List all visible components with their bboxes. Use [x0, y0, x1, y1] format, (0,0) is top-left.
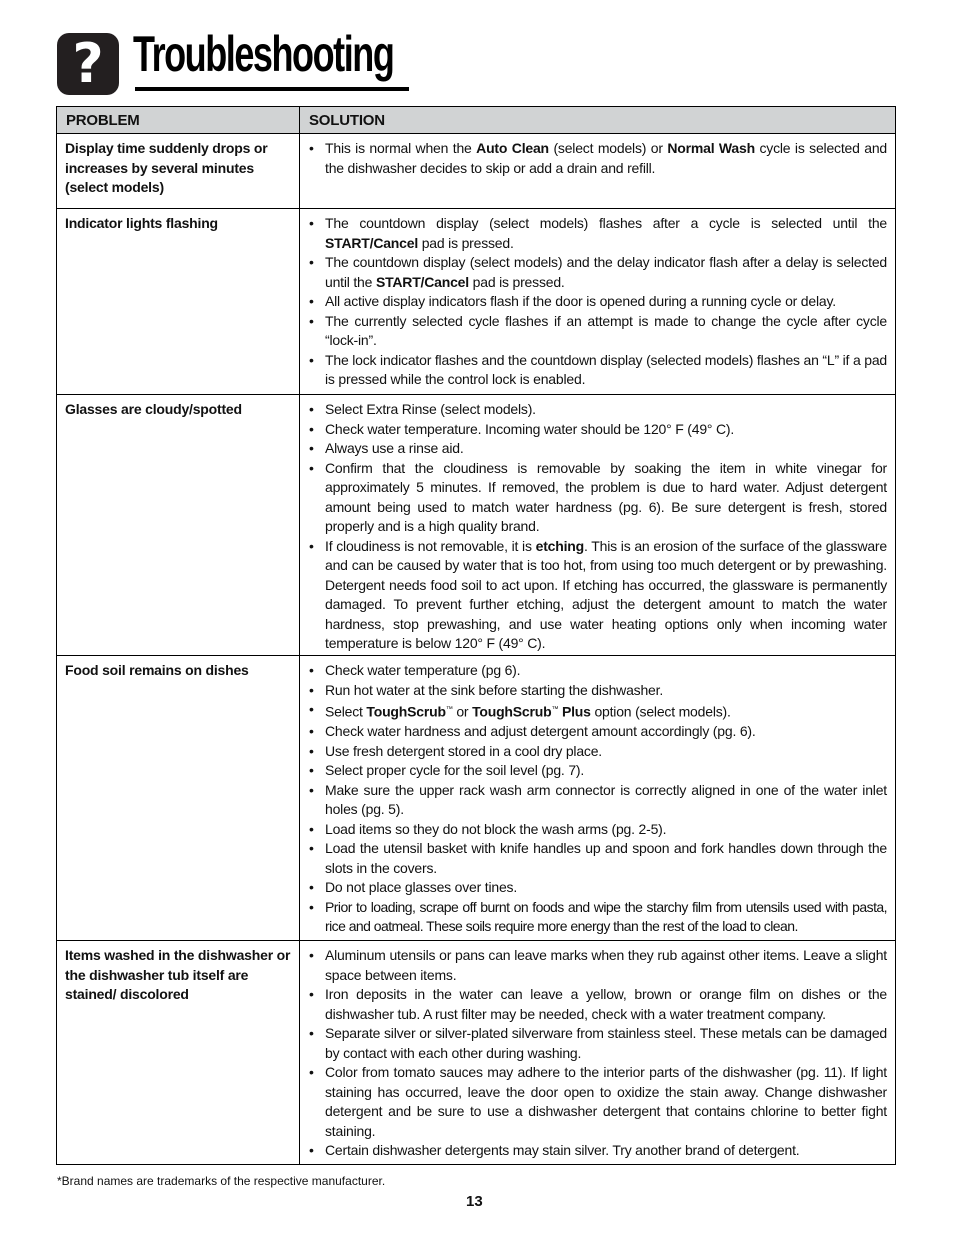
text-segment: ™: [551, 706, 559, 713]
bold-term: ToughScrub: [366, 703, 446, 720]
solution-item: [308, 292, 887, 312]
text-segment: pad is pressed.: [418, 234, 514, 251]
text-segment: The lock indicator flashes and the countdown display (selected models) flashes an “L” if a pad is pressed while the control lock is enabled.: [325, 351, 887, 387]
text-segment: Make sure the upper rack wash arm connector is correctly aligned in one of the water inlet holes (pg. 5).: [325, 781, 887, 818]
solution-item: [308, 661, 887, 681]
page-title: Troubleshooting: [133, 26, 394, 82]
problem-cell: Display time suddenly drops or increases by several minutes (select models): [57, 134, 300, 209]
text-segment: Run hot water at the sink before starting the dishwasher.: [325, 681, 664, 698]
solution-item: [308, 400, 887, 420]
text-segment: The countdown display (select models) flashes after a cycle is selected until the: [325, 215, 887, 231]
solution-cell: [300, 656, 896, 941]
text-segment: Check water temperature. Incoming water should be 120° F (49° C).: [325, 420, 735, 437]
text-segment: Separate silver or silver-plated silverware from stainless steel. These metals can be damaged by contact with each other during washing.: [325, 1025, 887, 1061]
solution-item: [308, 878, 887, 898]
text-segment: cycle is selected and the dishwasher decides to skip or add a drain and refill.: [325, 140, 887, 176]
solution-list: [308, 214, 887, 390]
text-segment: The currently selected cycle flashes if an attempt is made to change the cycle after cycle “lock-in”.: [325, 312, 887, 348]
column-header-problem: PROBLEM: [57, 107, 300, 134]
solution-item: [308, 820, 887, 840]
page-number: 13: [466, 1193, 483, 1210]
solution-list: [308, 139, 887, 178]
solution-item: [308, 459, 887, 537]
text-segment: pad is pressed.: [468, 273, 565, 290]
text-segment: Load items so they do not block the wash arms (pg. 2-5).: [325, 820, 667, 837]
text-segment: Select proper cycle for the soil level (pg. 7).: [325, 762, 585, 779]
bold-term: ToughScrub: [472, 703, 552, 720]
text-segment: Use fresh detergent stored in a cool dry place.: [325, 742, 602, 759]
table-row: [57, 941, 896, 1165]
solution-item: [308, 898, 887, 937]
text-segment: (select models) or: [548, 140, 668, 156]
table-row: [57, 134, 896, 209]
problem-cell: Food soil remains on dishes: [57, 656, 300, 941]
bold-term: Normal Wash: [667, 140, 755, 156]
problem-cell: Indicator lights flashing: [57, 209, 300, 395]
text-segment: This is normal when the: [325, 140, 477, 156]
solution-item: [308, 253, 887, 292]
footnote: *Brand names are trademarks of the respective manufacturer.: [57, 1174, 386, 1188]
problem-cell: Glasses are cloudy/spotted: [57, 395, 300, 656]
text-segment: All active display indicators flash if the door is opened during a running cycle or delay.: [325, 293, 836, 309]
solution-item: [308, 214, 887, 253]
bold-term: Auto Clean: [476, 140, 549, 156]
bold-term: START/Cancel: [375, 273, 469, 290]
solution-item: [308, 839, 887, 878]
text-segment: Certain dishwasher detergents may stain silver. Try another brand of detergent.: [325, 1142, 800, 1158]
text-segment: Confirm that the cloudiness is removable by soaking the item in white vinegar for approximately 5 minutes. If removed, the problem is due to hard water. Adjust detergent amount being used to match water hardness (pg. 6). Be sure detergent is fresh, stored properly and is a high quality brand.: [325, 459, 887, 534]
text-segment: Iron deposits in the water can leave a yellow, brown or orange film on dishes or the dishwasher tub. A rust filter may be needed, check with a water treatment company.: [325, 986, 887, 1022]
solution-cell: [300, 941, 896, 1165]
solution-item: [308, 420, 887, 440]
solution-item: [308, 700, 887, 722]
table-row: [57, 395, 896, 656]
text-segment: If cloudiness is not removable, it is: [325, 537, 536, 554]
solution-item: [308, 312, 887, 351]
text-segment: Check water hardness and adjust detergent amount accordingly (pg. 6).: [325, 723, 756, 740]
solution-item: [308, 139, 887, 178]
text-segment: ™: [445, 706, 453, 713]
text-segment: Aluminum utensils or pans can leave marks when they rub against other items. Leave a slight space between items.: [325, 947, 887, 983]
text-segment: Always use a rinse aid.: [325, 440, 464, 456]
solution-cell: [300, 209, 896, 395]
solution-item: [308, 761, 887, 781]
bold-term: etching: [535, 537, 584, 554]
text-segment: Select Extra Rinse (select models).: [325, 401, 536, 417]
text-segment: . This is an erosion of the surface of the glassware and can be caused by water that is too hot, from using too much detergent or by prewashing. Detergent needs food soil to act upon. If etching has occurred, the glassware is permanently damaged. To prevent further etching, adjust the detergent amount to match the water hardness, stop prewashing, and use water heating options only when incoming water temperature is below 120° F (49° C).: [325, 537, 887, 651]
text-segment: Do not place glasses over tines.: [325, 879, 518, 896]
table-row: [57, 209, 896, 395]
solution-cell: [300, 134, 896, 209]
table-row: [57, 656, 896, 941]
text-segment: Check water temperature (pg 6).: [325, 662, 521, 678]
solution-list: [308, 661, 887, 937]
title-underline: [135, 87, 409, 91]
column-header-solution: SOLUTION: [300, 107, 896, 134]
text-segment: or: [452, 703, 473, 720]
bold-term: Plus: [558, 703, 591, 720]
text-segment: Prior to loading, scrape off burnt on foods and wipe the starchy film from utensils used with pasta, rice and oatmeal. These soils require more energy than the rest of the load to clean.: [325, 898, 887, 935]
solution-item: [308, 781, 887, 820]
solution-list: [308, 400, 887, 654]
bold-term: START/Cancel: [325, 234, 419, 251]
solution-item: [308, 1063, 887, 1141]
text-segment: Select: [325, 703, 367, 720]
solution-item: [308, 742, 887, 762]
solution-item: [308, 985, 887, 1024]
solution-item: [308, 351, 887, 390]
solution-item: [308, 722, 887, 742]
text-segment: Color from tomato sauces may adhere to the interior parts of the dishwasher (pg. 11). If light staining has occurred, leave the door open to oxidize the stain away. Change dishwasher detergent and be sure to use a dishwasher detergent that contains chlorine to better fight staining.: [325, 1064, 887, 1139]
solution-item: [308, 537, 887, 654]
solution-cell: [300, 395, 896, 656]
troubleshooting-table: [56, 106, 896, 1165]
text-segment: option (select models).: [590, 703, 731, 720]
solution-list: [308, 946, 887, 1161]
solution-item: [308, 1141, 887, 1161]
question-mark-icon: ?: [57, 33, 119, 95]
text-segment: The countdown display (select models) and the delay indicator flash after a delay is selected until the: [325, 254, 887, 290]
solution-item: [308, 1024, 887, 1063]
text-segment: Load the utensil basket with knife handles up and spoon and fork handles down through the slots in the covers.: [325, 840, 887, 876]
solution-item: [308, 681, 887, 701]
solution-item: [308, 439, 887, 459]
solution-item: [308, 946, 887, 985]
problem-cell: Items washed in the dishwasher or the dishwasher tub itself are stained/ discolored: [57, 941, 300, 1165]
